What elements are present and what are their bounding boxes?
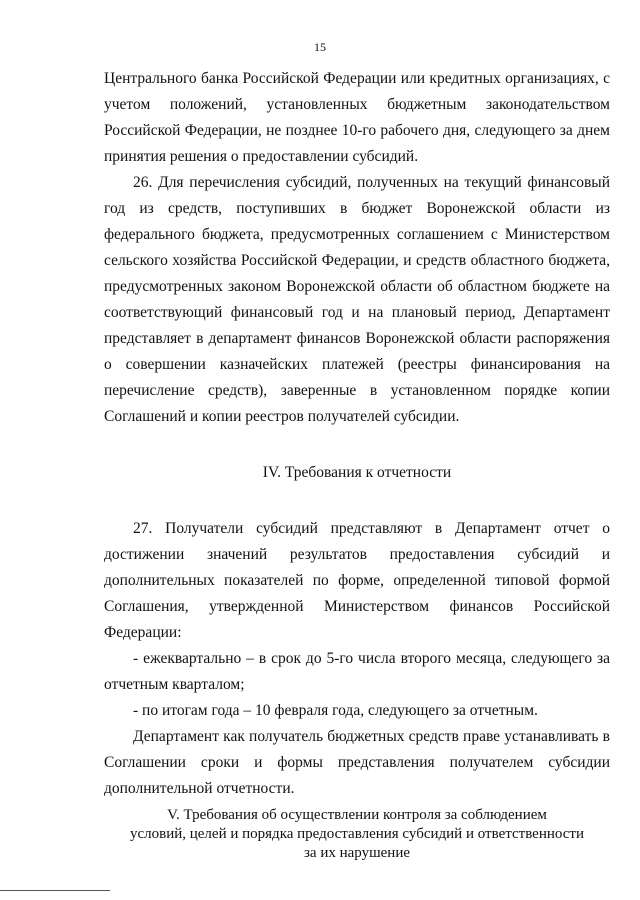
paragraph-26: 26. Для перечисления субсидий, полученных на текущий финансовый год из средств, поступивших в бюджет Воронежской области из федерального бюджета, предусмотренных соглашением с Министерством сельского хозяйства Российской Федерации, и средств областного бюджета, предусмотренных законом Воронежской области об областном бюджете на соответствующий финансовый год и на плановый период, Департамент представляет в департамент финансов Воронежской области распоряжения о совершении казначейских платежей (реестры финансирования на перечисление средств), заверенные в установленном порядке копии Соглашений и копии реестров получателей субсидии. xyxy=(104,174,610,425)
list-item-quarterly: - ежеквартально – в срок до 5-го числа второго месяца, следующего за отчетным кварталом; xyxy=(104,650,610,693)
paragraph-27: 27. Получатели субсидий представляют в Департамент отчет о достижении значений результатов предоставления субсидий и дополнительных показателей по форме, определенной типовой формой Соглашения, утвержденной Министерством финансов Российской Федерации: xyxy=(104,520,610,641)
section-v-title-line: V. Требования об осуществлении контроля за соблюдением xyxy=(167,807,547,823)
paragraph-department-rights: Департамент как получатель бюджетных средств праве устанавливать в Соглашении сроки и формы представления получателем субсидии дополнительной отчетности. xyxy=(104,728,610,797)
list-item-annual: - по итогам года – 10 февраля года, следующего за отчетным. xyxy=(133,702,538,719)
section-v-title-line: условий, целей и порядка предоставления субсидий и ответственности xyxy=(129,826,585,842)
document-body xyxy=(104,66,610,863)
section-v-title xyxy=(104,806,610,863)
page-number: 15 xyxy=(314,40,326,54)
section-iv-title: IV. Требования к отчетности xyxy=(262,464,452,481)
section-v-title-line: за их нарушение xyxy=(303,845,411,861)
footer-rule xyxy=(0,890,110,891)
paragraph-continuation: Центрального банка Российской Федерации или кредитных организациях, с учетом положений, установленных бюджетным законодательством Российской Федерации, не позднее 10-го рабочего дня, следующего за днем принятия решения о предоставлении субсидий. xyxy=(104,70,610,165)
